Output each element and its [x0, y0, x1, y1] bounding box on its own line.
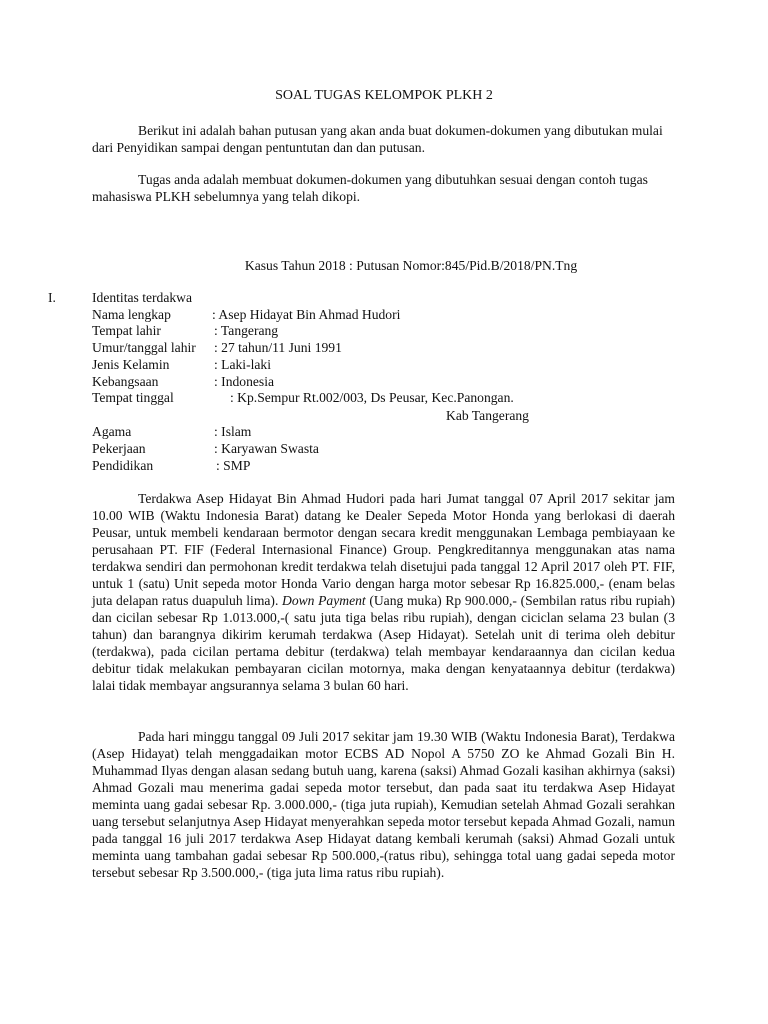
document-title: SOAL TUGAS KELOMPOK PLKH 2: [275, 88, 493, 103]
identity-row: [92, 340, 342, 356]
identity-row: [92, 424, 251, 440]
body-paragraph-1-part-a: Terdakwa Asep Hidayat Bin Ahmad Hudori pada hari Jumat tanggal 07 April 2017 sekitar jam 10.00 WIB (Waktu Indonesia Barat) datang ke Dealer Sepeda Motor Honda yang berlokasi di daerah Peusar, untuk membeli kendaraan bermotor dengan secara kredit menggunakan Lembaga pembiayaan ke perusahaan PT. FIF (Federal Internasional Finance) Group. Pengkreditannya menggunakan atas nama terdakwa sendiri dan permohonan kredit terdakwa telah disetujui pada tanggal 12 April 2017 oleh PT. FIF, untuk 1 (satu) Unit sepeda motor Honda Vario dengan harga motor sebesar Rp 16.825.000,- (enam belas juta delapan ratus duapuluh lima).: [92, 491, 675, 608]
identity-value: : Asep Hidayat Bin Ahmad Hudori: [212, 307, 401, 322]
intro-paragraph-2: Tugas anda adalah membuat dokumen-dokumen yang dibutuhkan sesuai dengan contoh tugas mahasiswa PLKH sebelumnya yang telah dikopi.: [92, 172, 648, 204]
identity-row: [92, 357, 271, 373]
intro-paragraph-1: Berikut ini adalah bahan putusan yang akan anda buat dokumen-dokumen yang dibutukan mulai dari Penyidikan sampai dengan pentuntutan dan dan putusan.: [92, 123, 663, 155]
identity-value: : Laki-laki: [214, 357, 271, 372]
identity-row: [92, 441, 319, 457]
identity-label: Jenis Kelamin: [92, 357, 170, 372]
identity-label: Tempat lahir: [92, 323, 161, 338]
section-number: I.: [48, 290, 56, 305]
identity-label: Pendidikan: [92, 458, 154, 473]
identity-label: Pekerjaan: [92, 441, 146, 456]
identity-label: Tempat tinggal: [92, 390, 174, 405]
identity-row: [92, 307, 400, 323]
section-title: Identitas terdakwa: [92, 290, 193, 305]
body-paragraph-1-part-b: (Uang muka) Rp 900.000,- (Sembilan ratus ribu rupiah) dan cicilan sebesar Rp 1.013.000,-( satu juta tiga belas ribu rupiah), dengan ciciclan selama 23 bulan (3 tahun) dan barangnya dikirim kerumah terdakwa (Asep Hidayat). Setelah unit di terima oleh debitur (terdakwa), pada cicilan pertama debitur (terdakwa) telah membayar kendaraannya dan cicilan kedua debitur tidak melakukan pembayaran cicilan motornya, maka dengan kenyataannya debitur (terdakwa) lalai tidak membayar angsurannya selama 3 bulan 60 hari.: [92, 593, 675, 693]
identity-label: Umur/tanggal lahir: [92, 340, 196, 355]
down-payment-term: Down Payment: [282, 593, 366, 608]
identity-label: Kebangsaan: [92, 374, 159, 389]
identity-value: : SMP: [216, 458, 251, 473]
identity-value: : 27 tahun/11 Juni 1991: [214, 340, 342, 355]
identity-value: : Karyawan Swasta: [214, 441, 319, 456]
body-paragraph-2: Pada hari minggu tanggal 09 Juli 2017 sekitar jam 19.30 WIB (Waktu Indonesia Barat), Terdakwa (Asep Hidayat) telah menggadaikan motor ECBS AD Nopol A 5750 ZO ke Ahmad Gozali Bin H. Muhammad Ilyas dengan alasan sedang butuh uang, karena (saksi) Ahmad Gozali kasihan akhirnya (saksi) Ahmad Gozali mau menerima gadai sepeda motor tersebut, dan pada saat itu terdakwa Asep Hidayat meminta uang gadai sebesar Rp. 3.000.000,- (tiga juta rupiah), Kemudian setelah Ahmad Gozali serahkan uang tersebut selanjutnya Asep Hidayat menyerahkan sepeda motor tersebut kepada Ahmad Gozali, namun pada tanggal 16 juli 2017 terdakwa Asep Hidayat datang kembali kerumah (saksi) Ahmad Gozali untuk meminta uang tambahan gadai sebesar Rp 500.000,-(ratus ribu), sehingga total uang gadai sepeda motor tersebut sebesar Rp 3.500.000,- (tiga juta lima ratus ribu rupiah).: [92, 729, 675, 880]
identity-row: [92, 374, 274, 390]
identity-value: : Tangerang: [214, 323, 279, 338]
address-continuation: Kab Tangerang: [446, 408, 529, 423]
identity-value: : Islam: [214, 424, 252, 439]
identity-label: Nama lengkap: [92, 307, 171, 322]
identity-value: : Kp.Sempur Rt.002/003, Ds Peusar, Kec.Panongan.: [230, 390, 514, 405]
identity-row: [92, 458, 250, 474]
identity-row: [92, 390, 514, 406]
identity-row: [92, 323, 278, 339]
body-paragraph-1: [92, 490, 675, 694]
identity-value: : Indonesia: [214, 374, 275, 389]
case-line: Kasus Tahun 2018 : Putusan Nomor:845/Pid.B/2018/PN.Tng: [244, 258, 578, 273]
identity-label: Agama: [92, 424, 132, 439]
